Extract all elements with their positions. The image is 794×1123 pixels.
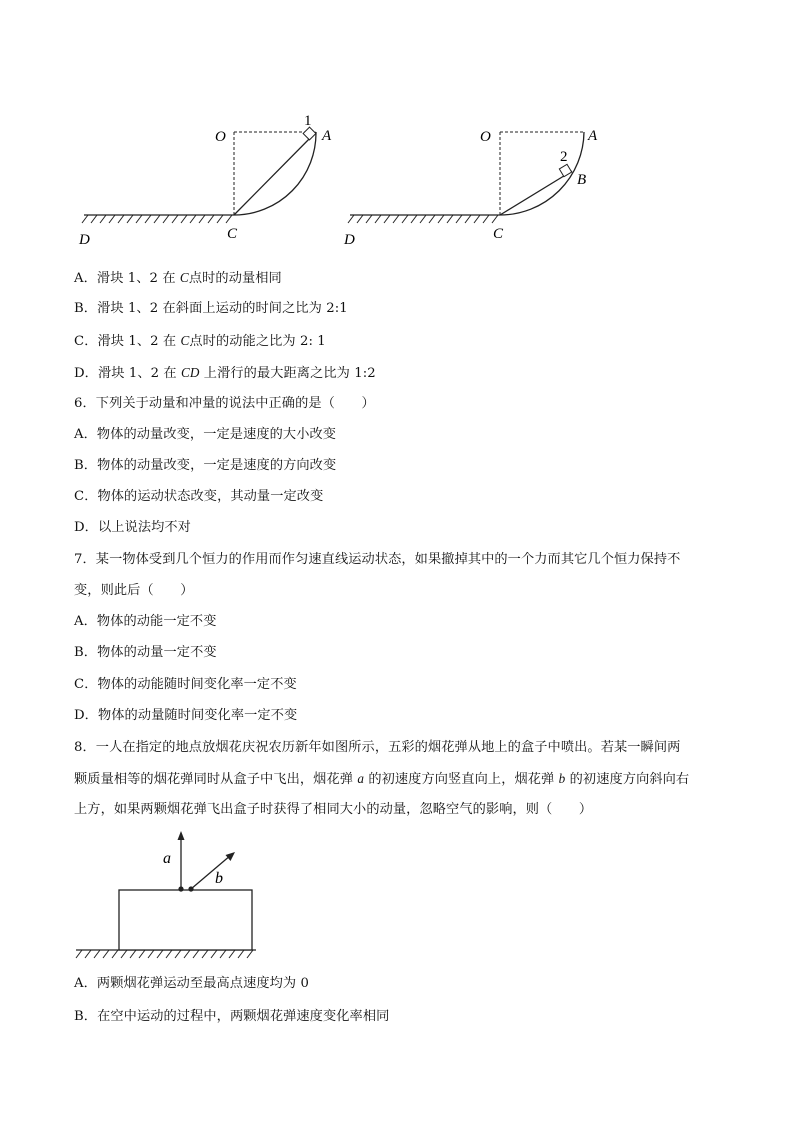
- label-block-2: 2: [560, 149, 568, 165]
- shell-a: [178, 886, 183, 891]
- right-track-diagram: [343, 128, 598, 248]
- label-O: O: [215, 129, 226, 145]
- arrow-a-head: [178, 831, 185, 840]
- q7-option-c: C．物体的动能随时间变化率一定不变: [74, 677, 297, 692]
- q5-option-c: C．滑块 1、2 在 C点时的动能之比为 2: 1: [74, 333, 326, 349]
- q7-option-a: A．物体的动能一定不变: [74, 614, 217, 629]
- label-B: B: [577, 172, 587, 188]
- track-diagram: [70, 105, 630, 250]
- label-C: C: [493, 226, 504, 242]
- label-O: O: [480, 129, 491, 145]
- q6-option-b: B．物体的动量改变，一定是速度的方向改变: [74, 458, 337, 473]
- q5-option-d: D．滑块 1、2 在 CD 上滑行的最大距离之比为 1:2: [74, 365, 376, 381]
- label-a: a: [163, 850, 171, 867]
- label-D: D: [79, 232, 90, 248]
- fireworks-box-diagram: [70, 825, 270, 965]
- q7-stem-line1: 7．某一物体受到几个恒力的作用而作匀速直线运动状态，如果撤掉其中的一个力而其它几个恒力保持不: [74, 552, 681, 567]
- label-block-1: 1: [304, 113, 312, 129]
- q7-option-b: B．物体的动量一定不变: [74, 645, 217, 660]
- label-D: D: [344, 232, 355, 248]
- box: [119, 890, 252, 950]
- left-track-diagram: [78, 113, 332, 248]
- arrow-b-head: [226, 852, 236, 861]
- label-b: b: [215, 870, 223, 887]
- label-A: A: [588, 128, 598, 144]
- q7-stem-line2: 变，则此后（ ）: [74, 583, 194, 598]
- q6-option-d: D．以上说法均不对: [74, 520, 191, 535]
- q8-option-a: A．两颗烟花弹运动至最高点速度均为 0: [74, 976, 310, 991]
- q8-stem-line2: 颗质量相等的烟花弹同时从盒子中飞出，烟花弹 a 的初速度方向竖直向上，烟花弹 b 的初速度方向斜向右: [74, 771, 690, 787]
- q6-option-c: C．物体的运动状态改变，其动量一定改变: [74, 489, 324, 504]
- q5-option-b: B．滑块 1、2 在斜面上运动的时间之比为 2:1: [74, 301, 348, 316]
- shell-b: [188, 886, 193, 891]
- q8-option-b: B．在空中运动的过程中，两颗烟花弹速度变化率相同: [74, 1009, 390, 1024]
- q5-option-a: A．滑块 1、2 在 C点时的动量相同: [74, 270, 282, 286]
- q8-stem-line1: 8．一人在指定的地点放烟花庆祝农历新年如图所示，五彩的烟花弹从地上的盒子中喷出。若某一瞬间两: [74, 740, 681, 755]
- label-C: C: [227, 226, 238, 242]
- label-A: A: [322, 128, 332, 144]
- q6-option-a: A．物体的动量改变，一定是速度的大小改变: [74, 427, 337, 442]
- q8-stem-line3: 上方，如果两颗烟花弹飞出盒子时获得了相同大小的动量，忽略空气的影响，则（ ）: [74, 802, 593, 817]
- q6-stem: 6．下列关于动量和冲量的说法中正确的是（ ）: [74, 396, 375, 411]
- q7-option-d: D．物体的动量随时间变化率一定不变: [74, 708, 298, 723]
